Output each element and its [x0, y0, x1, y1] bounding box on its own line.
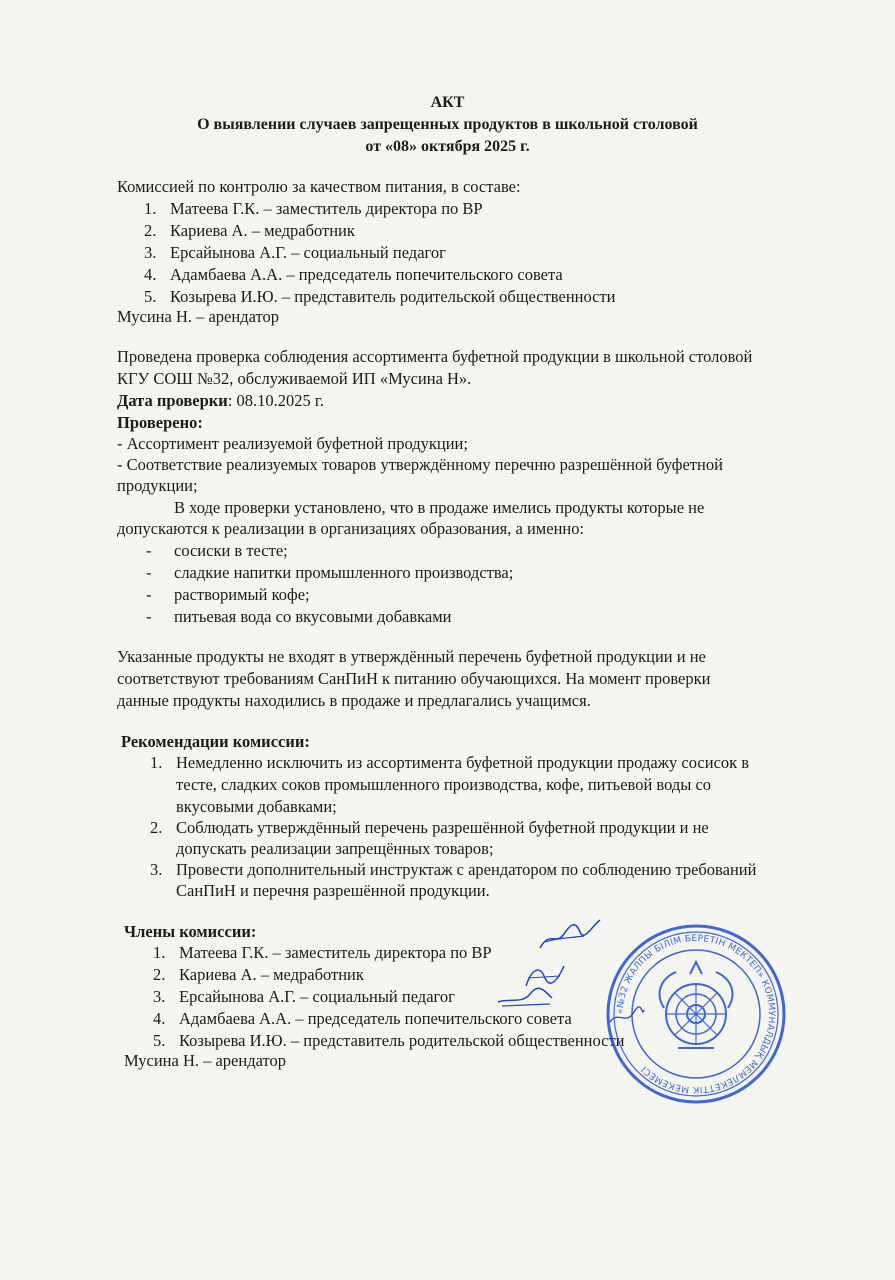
- product-item: - сосиски в тесте;: [146, 541, 288, 560]
- conclusion-text: данные продукты находились в продаже и предлагались учащимся.: [117, 691, 591, 710]
- commission-intro: Комиссией по контролю за качеством питания, в составе:: [117, 177, 521, 196]
- product-item: - питьевая вода со вкусовыми добавками: [146, 607, 452, 626]
- commission-item: 3. Ерсайынова А.Г. – социальный педагог: [144, 243, 446, 262]
- finding-text: допускаются к реализации в организациях образования, а именно:: [117, 519, 585, 538]
- commission-item: 5. Козырева И.Ю. – представитель родительской общественности: [144, 287, 616, 306]
- members-heading: Члены комиссии:: [124, 922, 257, 941]
- checked-item: - Соответствие реализуемых товаров утверждённому перечню разрешённой буфетной: [117, 455, 723, 474]
- stamp-ring-text: «№32 ЖАЛПЫ БІЛІМ БЕРЕТІН МЕКТЕП» КОММУНАЛДЫҚ МЕМЛЕКЕТТІК МЕКЕМЕСІ: [615, 933, 777, 1095]
- finding-text: В ходе проверки установлено, что в продаже имелись продукты которые не: [174, 498, 705, 517]
- official-stamp: [604, 922, 788, 1106]
- tenant-line: Мусина Н. – арендатор: [117, 307, 279, 326]
- conclusion-text: соответствуют требованиям СанПиН к питанию обучающихся. На момент проверки: [117, 669, 711, 688]
- recommendations-heading: Рекомендации комиссии:: [121, 732, 310, 751]
- recommendation-item-cont: тесте, сладких соков промышленного производства, кофе, питьевой воды со: [176, 775, 712, 794]
- members-tenant: Мусина Н. – арендатор: [124, 1051, 286, 1070]
- member-item: 5. Козырева И.Ю. – представитель родительской общественности: [153, 1031, 625, 1050]
- recommendation-item: 1. Немедленно исключить из ассортимента буфетной продукции продажу сосисок в: [150, 753, 750, 772]
- commission-item: 2. Кариева А. – медработник: [144, 221, 355, 240]
- member-item: 3. Ерсайынова А.Г. – социальный педагог: [153, 987, 455, 1006]
- checked-heading: Проверено:: [117, 413, 203, 432]
- inspection-text: КГУ СОШ №32, обслуживаемой ИП «Мусина Н».: [117, 369, 472, 388]
- commission-item: 4. Адамбаева А.А. – председатель попечительского совета: [144, 265, 563, 284]
- member-item: 4. Адамбаева А.А. – председатель попечительского совета: [153, 1009, 572, 1028]
- member-item: 2. Кариева А. – медработник: [153, 965, 364, 984]
- recommendation-item: 3. Провести дополнительный инструктаж с арендатором по соблюдению требований: [150, 860, 757, 879]
- doc-title: АКТ: [430, 94, 465, 111]
- checked-item: - Ассортимент реализуемой буфетной продукции;: [117, 434, 468, 453]
- product-item: - растворимый кофе;: [146, 585, 310, 604]
- product-item: - сладкие напитки промышленного производства;: [146, 563, 514, 582]
- recommendation-item-cont: допускать реализации запрещённых товаров;: [176, 839, 494, 858]
- recommendation-item-cont: вкусовыми добавками;: [176, 797, 337, 816]
- signature-mark: [496, 984, 556, 1010]
- checked-item: продукции;: [117, 476, 198, 495]
- commission-item: 1. Матеева Г.К. – заместитель директора по ВР: [144, 199, 483, 218]
- member-item: 1. Матеева Г.К. – заместитель директора по ВР: [153, 943, 492, 962]
- recommendation-item: 2. Соблюдать утверждённый перечень разрешённой буфетной продукции и не: [150, 818, 709, 837]
- conclusion-text: Указанные продукты не входят в утверждённый перечень буфетной продукции и не: [117, 647, 706, 666]
- recommendation-item-cont: СанПиН и перечня разрешённой продукции.: [176, 881, 490, 900]
- inspection-text: Проведена проверка соблюдения ассортимента буфетной продукции в школьной столовой: [117, 347, 753, 366]
- doc-subtitle: О выявлении случаев запрещенных продуктов в школьной столовой: [197, 116, 698, 133]
- inspection-date: Дата проверки: 08.10.2025 г.: [117, 391, 324, 410]
- doc-date: от «08» октября 2025 г.: [365, 138, 530, 155]
- signature-mark: [536, 916, 606, 956]
